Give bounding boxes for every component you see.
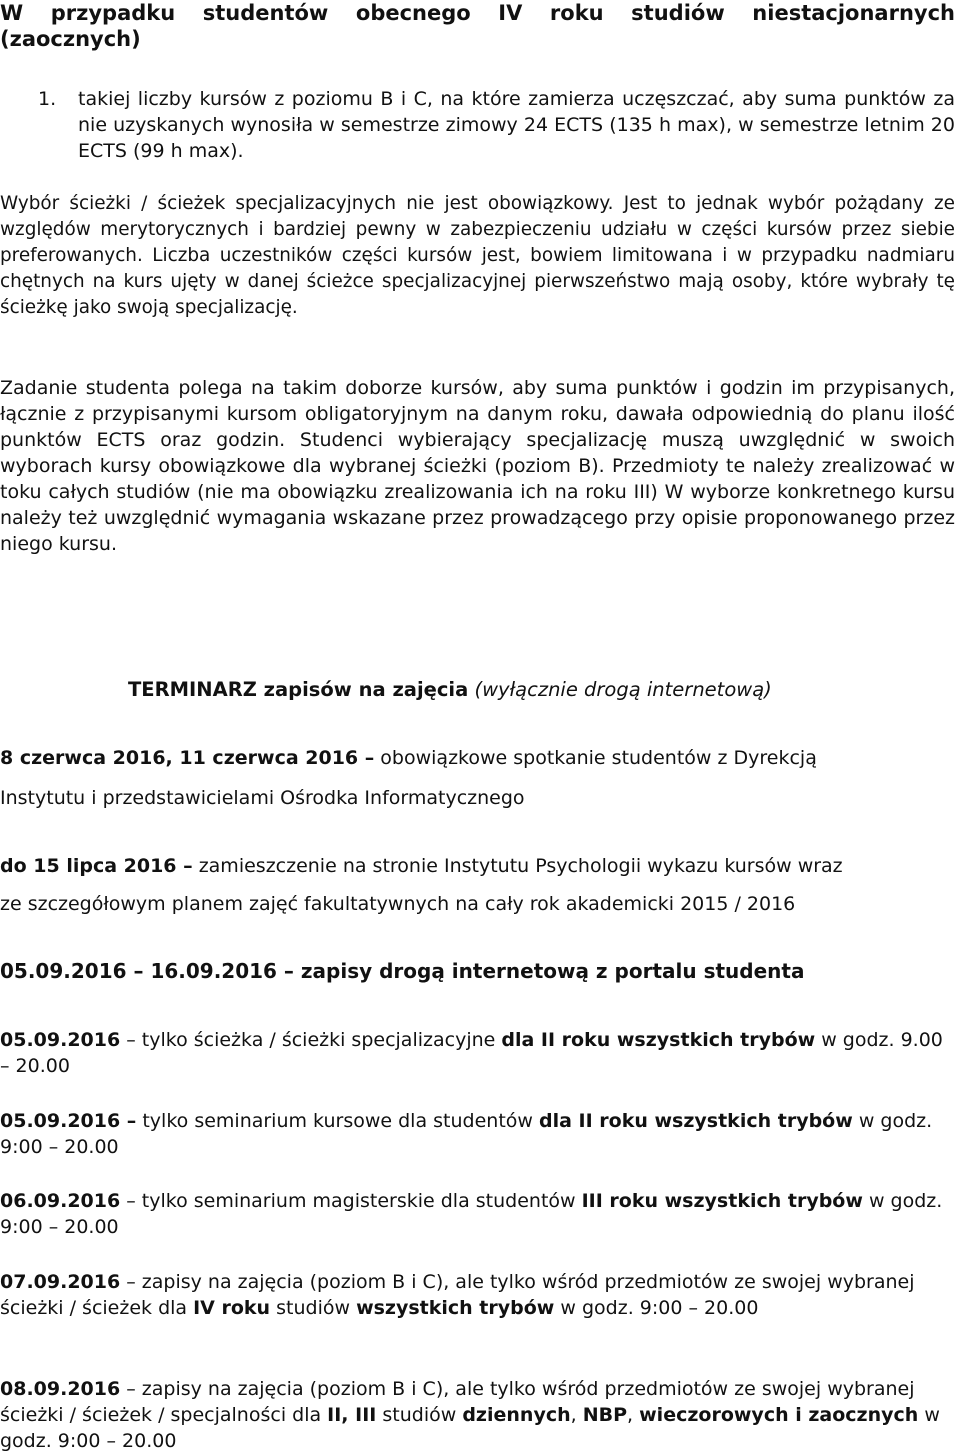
- entry-text-bold: II, III: [327, 1404, 377, 1426]
- numbered-item: [0, 86, 955, 166]
- entry-date: 8 czerwca 2016, 11 czerwca 2016 –: [0, 747, 375, 769]
- schedule-entry: [0, 745, 955, 811]
- entry-text-bold: wieczorowych i zaocznych: [639, 1404, 919, 1426]
- entry-text-bold: wszystkich trybów: [356, 1297, 555, 1319]
- entry-text-bold: dla II roku wszystkich trybów: [538, 1110, 853, 1132]
- section-heading: W przypadku studentów obecnego IV roku studiów niestacjonarnych (zaocznych): [0, 1, 955, 51]
- entry-date: 07.09.2016: [0, 1271, 121, 1293]
- entry-text: ze szczegółowym planem zajęć fakultatywnych na cały rok akademicki 2015 / 2016: [0, 893, 796, 915]
- schedule-entry: [0, 853, 955, 917]
- entry-text-bold: dziennych: [462, 1404, 571, 1426]
- entry-text: zamieszczenie na stronie Instytutu Psychologii wykazu kursów wraz: [192, 855, 843, 877]
- schedule-title: [128, 677, 888, 703]
- paragraph-student-task: Zadanie studenta polega na takim doborze kursów, aby suma punktów i godzin im przypisanych, łącznie z przypisanymi kursom obligatoryjnym na danym roku, dawała odpowiednią do planu ilość punktów ECTS oraz godzin. Studenci wybierający specjalizację muszą uwzględnić w swoich wyborach kursy obowiązkowe dla wybranej ścieżki (poziom B). Przedmioty te należy zrealizować w toku całych studiów (nie ma obowiązku zrealizowania ich na roku III) W wyborze konkretnego kursu należy też uwzględnić wymagania wskazane przez prowadzącego przy opisie proponowanego przez niego kursu.: [0, 377, 955, 555]
- entry-text: ,: [627, 1404, 640, 1426]
- entry-date: 05.09.2016 –: [0, 1110, 137, 1132]
- entry-text: w godz. 9:00 – 20.00: [0, 1404, 940, 1452]
- entry-text: w godz. 9.00 – 20.00: [0, 1029, 943, 1077]
- entry-text: – zapisy na zajęcia (poziom B i C), ale tylko wśród przedmiotów ze swojej wybranej ścieżki / ścieżek dla: [0, 1271, 915, 1319]
- schedule-entry: [0, 1188, 955, 1240]
- sentence: Jest to jednak wybór pożądany ze względów merytorycznych i bardziej pewny w zabezpieczeniu udziału w części kursów przez siebie preferowanych.: [0, 193, 956, 266]
- entry-text: – tylko ścieżka / ścieżki specjalizacyjne: [120, 1029, 502, 1051]
- entry-text: ,: [570, 1404, 583, 1426]
- schedule-entry: [0, 1376, 955, 1454]
- entry-text-bold: NBP: [582, 1404, 628, 1426]
- paragraph-specialization: [0, 191, 955, 321]
- schedule-entry: [0, 1108, 955, 1160]
- schedule-entry: [0, 1027, 955, 1079]
- schedule-title-italic: (wyłącznie drogą internetową): [468, 678, 772, 701]
- schedule-entry: [0, 1269, 955, 1321]
- schedule-entry: [0, 958, 955, 984]
- entry-text: Instytutu i przedstawicielami Ośrodka Informatycznego: [0, 787, 525, 809]
- entry-text: w godz. 9:00 – 20.00: [0, 1190, 943, 1238]
- entry-date: 05.09.2016: [0, 1029, 121, 1051]
- entry-text: obowiązkowe spotkanie studentów z Dyrekcją: [374, 747, 817, 769]
- sentence: Wybór ścieżki / ścieżek specjalizacyjnych nie jest obowiązkowy.: [0, 193, 614, 214]
- entry-text: – zapisy na zajęcia (poziom B i C), ale tylko wśród przedmiotów ze swojej wybranej ścieżki / ścieżek / specjalności dla: [0, 1378, 915, 1426]
- item-number: 1.: [38, 88, 57, 110]
- item-text: takiej liczby kursów z poziomu B i C, na które zamierza uczęszczać, aby suma punktów za nie uzyskanych wynosiła w semestrze zimowy 24 ECTS (135 h max), w semestrze letnim 20 ECTS (99 h max).: [78, 88, 955, 162]
- entry-date: 06.09.2016: [0, 1190, 121, 1212]
- entry-date: 08.09.2016: [0, 1378, 121, 1400]
- entry-text: tylko seminarium kursowe dla studentów: [136, 1110, 539, 1132]
- sentence: Liczba uczestników części kursów jest, bowiem limitowana i w przypadku nadmiaru chętnych na kurs ujęty w danej ścieżce specjalizacyjnej pierwszeństwo mają osoby, które wybrały tę ścieżkę jako swoją specjalizację.: [0, 245, 955, 318]
- entry-text-bold: dla II roku wszystkich trybów: [501, 1029, 816, 1051]
- entry-text-bold: 05.09.2016 – 16.09.2016 – zapisy drogą internetową z portalu studenta: [0, 959, 805, 983]
- schedule-title-bold: TERMINARZ zapisów na zajęcia: [128, 678, 469, 701]
- entry-text: w godz. 9:00 – 20.00: [0, 1110, 933, 1158]
- entry-date: do 15 lipca 2016 –: [0, 855, 193, 877]
- entry-text-bold: III roku wszystkich trybów: [581, 1190, 863, 1212]
- entry-text: studiów: [376, 1404, 463, 1426]
- entry-text-bold: IV roku: [193, 1297, 271, 1319]
- entry-text: w godz. 9:00 – 20.00: [554, 1297, 759, 1319]
- entry-text: studiów: [270, 1297, 357, 1319]
- entry-text: – tylko seminarium magisterskie dla studentów: [120, 1190, 582, 1212]
